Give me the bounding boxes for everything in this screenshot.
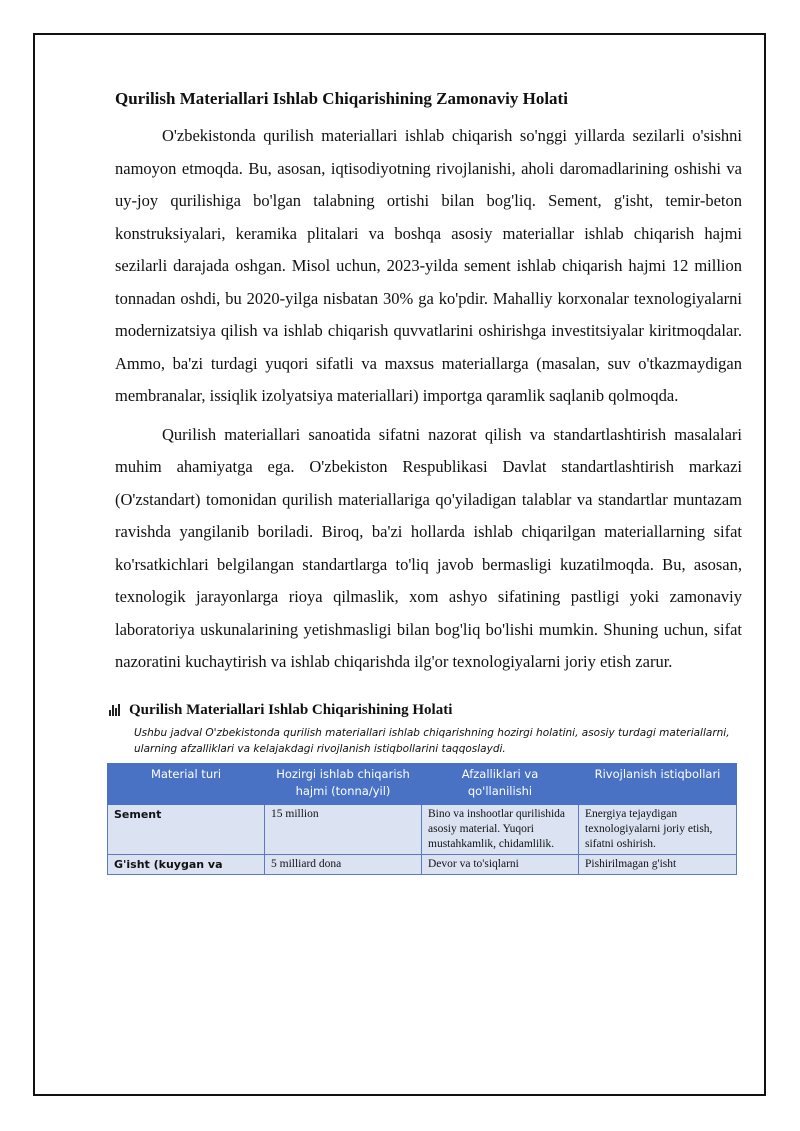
table-heading <box>109 699 742 721</box>
table-heading-text: Qurilish Materiallari Ishlab Chiqarishining Holati <box>129 701 453 718</box>
header-material-type: Material turi <box>108 763 265 804</box>
cell-material: Sement <box>108 804 265 854</box>
cell-advantages: Bino va inshootlar qurilishida asosiy material. Yuqori mustahkamlik, chidamlilik. <box>422 804 579 854</box>
paragraph-1: O'zbekistonda qurilish materiallari ishlab chiqarish so'nggi yillarda sezilarli o'sishni namoyon etmoqda. Bu, asosan, iqtisodiyotning rivojlanishi, aholi daromadlarining oshishi va uy-joy qurilishiga bo'lgan talabning ortishi bilan bog'liq. Sement, g'isht, temir-beton konstruksiyalari, keramika plitalari va boshqa asosiy materiallar ishlab chiqarish hajmi sezilarli darajada oshgan. Misol uchun, 2023-yilda sement ishlab chiqarish hajmi 12 million tonnadan oshdi, bu 2020-yilga nisbatan 30% ga ko'pdir. Mahalliy korxonalar texnologiyalarni modernizatsiya qilish va ishlab chiqarish quvvatlarini oshirishga investitsiyalar kiritmoqdalar. Ammo, ba'zi turdagi yuqori sifatli va maxsus materiallarga (masalan, suv o'tkazmaydigan membranalar, issiqlik izolyatsiya materiallari) importga qaramlik saqlanib qolmoqda. <box>115 126 742 405</box>
cell-material: G'isht (kuygan va <box>108 854 265 874</box>
table-row <box>108 854 737 874</box>
cell-advantages: Devor va to'siqlarni <box>422 854 579 874</box>
table-row <box>108 804 737 854</box>
paragraph-2: Qurilish materiallari sanoatida sifatni nazorat qilish va standartlashtirish masalalari muhim ahamiyatga ega. O'zbekiston Respublikasi Davlat standartlashtirish markazi (O'zstandart) tomonidan qurilish materiallariga qo'yiladigan talablar va standartlar muntazam ravishda yangilanib boriladi. Biroq, ba'zi hollarda ishlab chiqarilgan materiallarning sifat ko'rsatkichlari belgilangan standartlarga to'liq javob bermasligi kuzatilmoqda. Bu, asosan, texnologik jarayonlarga rioya qilmaslik, xom ashyo sifatining pastligi yoki zamonaviy laboratoriya uskunalarining yetishmasligi bilan bog'liq bo'lishi mumkin. Shuning uchun, sifat nazoratini kuchaytirish va ishlab chiqarishda ilg'or texnologiyalarni joriy etish zarur. <box>115 424 742 671</box>
materials-table <box>107 763 737 875</box>
header-production-volume: Hozirgi ishlab chiqarish hajmi (tonna/yil) <box>265 763 422 804</box>
cell-volume: 15 million <box>265 804 422 854</box>
header-advantages: Afzalliklari va qo'llanilishi <box>422 763 579 804</box>
section-title: Qurilish Materiallari Ishlab Chiqarishining Zamonaviy Holati <box>115 89 568 108</box>
cell-prospects: Energiya tejaydigan texnologiyalarni joriy etish, sifatni oshirish. <box>579 804 737 854</box>
cell-prospects: Pishirilmagan g'isht <box>579 854 737 874</box>
header-prospects: Rivojlanish istiqbollari <box>579 763 737 804</box>
cell-volume: 5 milliard dona <box>265 854 422 874</box>
document-body <box>115 86 742 875</box>
table-header-row <box>108 763 737 804</box>
bar-chart-icon <box>109 704 123 716</box>
table-caption: Ushbu jadval O'zbekistonda qurilish materiallari ishlab chiqarishning hozirgi holatini, asosiy turdagi materiallarni, ularning afzalliklari va kelajakdagi rivojlanish istiqbollarini taqqoslaydi. <box>134 726 730 755</box>
